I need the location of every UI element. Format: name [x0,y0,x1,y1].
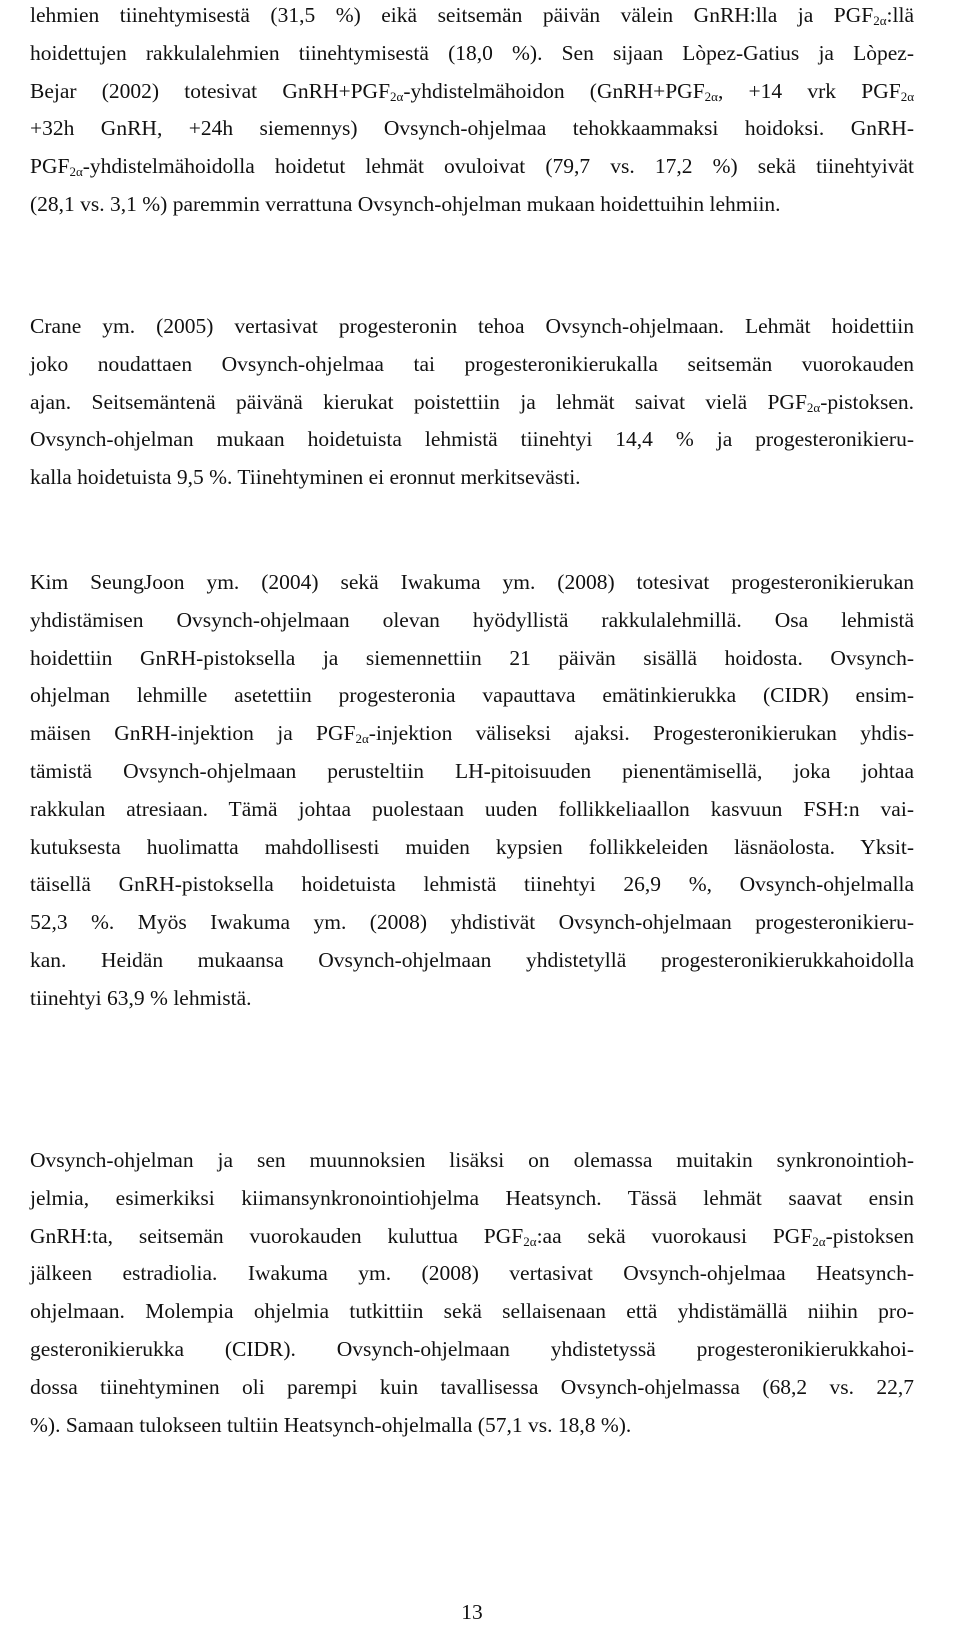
text-line [30,643,914,673]
text-segment: kan. Heidän mukaansa Ovsynch-ohjelmaan yhdistetyllä progesteronikierukkahoidolla [30,948,914,972]
text-segment: kutuksesta huolimatta mahdollisesti muiden kypsien follikkeleiden läsnäolosta. Yksit- [30,834,914,859]
text-segment: kalla hoidetuista 9,5 %. Tiinehtyminen ei eronnut merkitsevästi. [30,465,581,490]
text-segment: ajan. Seitsemäntenä päivänä kierukat poistettiin ja lehmät saivat vielä PGF [30,389,807,414]
text-line [30,1258,914,1288]
text-segment: %). Samaan tulokseen tultiin Heatsynch-ohjelmalla (57,1 vs. 18,8 %). [30,1412,632,1437]
text-line [30,0,914,30]
text-segment: -yhdistelmähoidolla hoidetut lehmät ovuloivat (79,7 vs. 17,2 %) sekä tiinehtyivät [82,154,914,179]
subscript: 2α [390,88,404,104]
text-segment: +32h GnRH, +24h siemennys) Ovsynch-ohjelmaa tehokkaammaksi hoidoksi. GnRH- [30,116,914,141]
text-segment: dossa tiinehtyminen oli parempi kuin tavallisessa Ovsynch-ohjelmassa (68,2 vs. 22,7 [30,1374,914,1399]
text-segment: -pistoksen [825,1223,914,1248]
text-segment: :aa sekä vuorokausi PGF [536,1223,813,1248]
text-segment: Ovsynch-ohjelman mukaan hoidetuista lehmistä tiinehtyi 14,4 % ja progesteronikieru- [30,427,914,452]
subscript: 2α [806,399,821,415]
text-line [30,38,914,68]
text-line [30,113,914,143]
text-segment: Crane ym. (2005) vertasivat progesteronin tehoa Ovsynch-ohjelmaan. Lehmät hoidettiin [30,314,914,338]
page-number: 13 [461,1600,483,1624]
text-line [30,869,914,899]
text-line [30,567,914,597]
text-line [30,387,914,417]
text-segment: hoidettiin GnRH-pistoksella ja siemennettiin 21 päivän sisällä hoidosta. Ovsynch- [30,645,914,670]
text-segment: täisellä GnRH-pistoksella hoidetuista lehmistä tiinehtyi 26,9 %, Ovsynch-ohjelmalla [30,872,914,897]
text-line [30,718,914,748]
subscript: 2α [523,1233,537,1249]
text-segment: hoidettujen rakkulalehmien tiinehtymisestä (18,0 %). Sen sijaan Lòpez-Gatius ja Lòpez- [30,40,914,65]
text-segment: PGF [30,154,70,179]
subscript: 2α [355,731,369,747]
text-segment: gesteronikierukka (CIDR). Ovsynch-ohjelmaan yhdistetyssä progesteronikierukkahoi- [30,1337,914,1361]
text-segment: 52,3 %. Myös Iwakuma ym. (2008) yhdistivät Ovsynch-ohjelmaan progesteronikieru- [30,910,914,935]
text-line [30,1145,914,1175]
text-line [30,1221,914,1251]
subscript: 2α [69,164,83,180]
text-segment: Ovsynch-ohjelman ja sen muunnoksien lisäksi on olemassa muitakin synkronointioh- [30,1148,914,1172]
text-segment: (28,1 vs. 3,1 %) paremmin verrattuna Ovsynch-ohjelman mukaan hoidettuihin lehmiin. [30,192,781,216]
text-segment: yhdistämisen Ovsynch-ohjelmaan olevan hyödyllistä rakkulalehmillä. Osa lehmistä [30,607,914,632]
text-line [30,605,914,635]
document-page [30,0,914,1640]
text-segment: jälkeen estradiolia. Iwakuma ym. (2008) vertasivat Ovsynch-ohjelmaa Heatsynch- [30,1261,914,1286]
text-line [30,794,914,824]
text-line [30,1334,914,1364]
text-segment: GnRH:ta, seitsemän vuorokauden kuluttua PGF [30,1223,524,1248]
text-line [30,756,914,786]
text-segment: , +14 vrk PGF [717,78,901,103]
subscript: 2α [900,88,915,104]
text-line [30,1183,914,1213]
text-segment: Kim SeungJoon ym. (2004) sekä Iwakuma ym. (2008) totesivat progesteronikierukan [30,570,914,594]
text-segment: -injektion väliseksi ajaksi. Progesteronikierukan yhdis- [368,721,914,746]
text-segment: lehmien tiinehtymisestä (31,5 %) eikä seitsemän päivän välein GnRH:lla ja PGF [30,3,874,27]
text-line [30,983,914,1013]
text-segment: rakkulan atresiaan. Tämä johtaa puolestaan uuden follikkeliaallon kasvuun FSH:n vai- [30,796,914,821]
text-segment: ohjelman lehmille asetettiin progesteronia vapauttava emätinkierukka (CIDR) ensim- [30,683,914,708]
text-line [30,151,914,181]
text-line [30,1296,914,1326]
text-segment: Bejar (2002) totesivat GnRH+PGF [30,78,391,103]
text-line [30,189,914,219]
text-segment: -yhdistelmähoidon (GnRH+PGF [403,78,705,103]
subscript: 2α [704,88,718,104]
text-segment: jelmia, esimerkiksi kiimansynkronointiohjelma Heatsynch. Tässä lehmät saavat ensin [30,1185,914,1210]
text-line [30,1410,914,1440]
text-segment: -pistoksen. [820,389,914,414]
text-segment: :llä [886,3,914,27]
text-segment: tiinehtyi 63,9 % lehmistä. [30,985,252,1010]
text-line [30,349,914,379]
text-line [30,945,914,975]
text-line [30,1372,914,1402]
text-segment: mäisen GnRH-injektion ja PGF [30,721,356,746]
text-segment: joko noudattaen Ovsynch-ohjelmaa tai progesteronikierukalla seitsemän vuorokauden [30,351,914,376]
text-segment: tämistä Ovsynch-ohjelmaan perusteltiin LH-pitoisuuden pienentämisellä, joka johtaa [30,759,914,783]
text-line [30,462,914,492]
subscript: 2α [873,13,887,28]
text-line [30,76,914,106]
text-line [30,311,914,341]
text-segment: ohjelmaan. Molempia ohjelmia tutkittiin sekä sellaisenaan että yhdistämällä niihin pro- [30,1299,914,1324]
subscript: 2α [812,1233,826,1249]
text-line [30,424,914,454]
text-line [30,907,914,937]
text-line [30,832,914,862]
text-line [30,680,914,710]
